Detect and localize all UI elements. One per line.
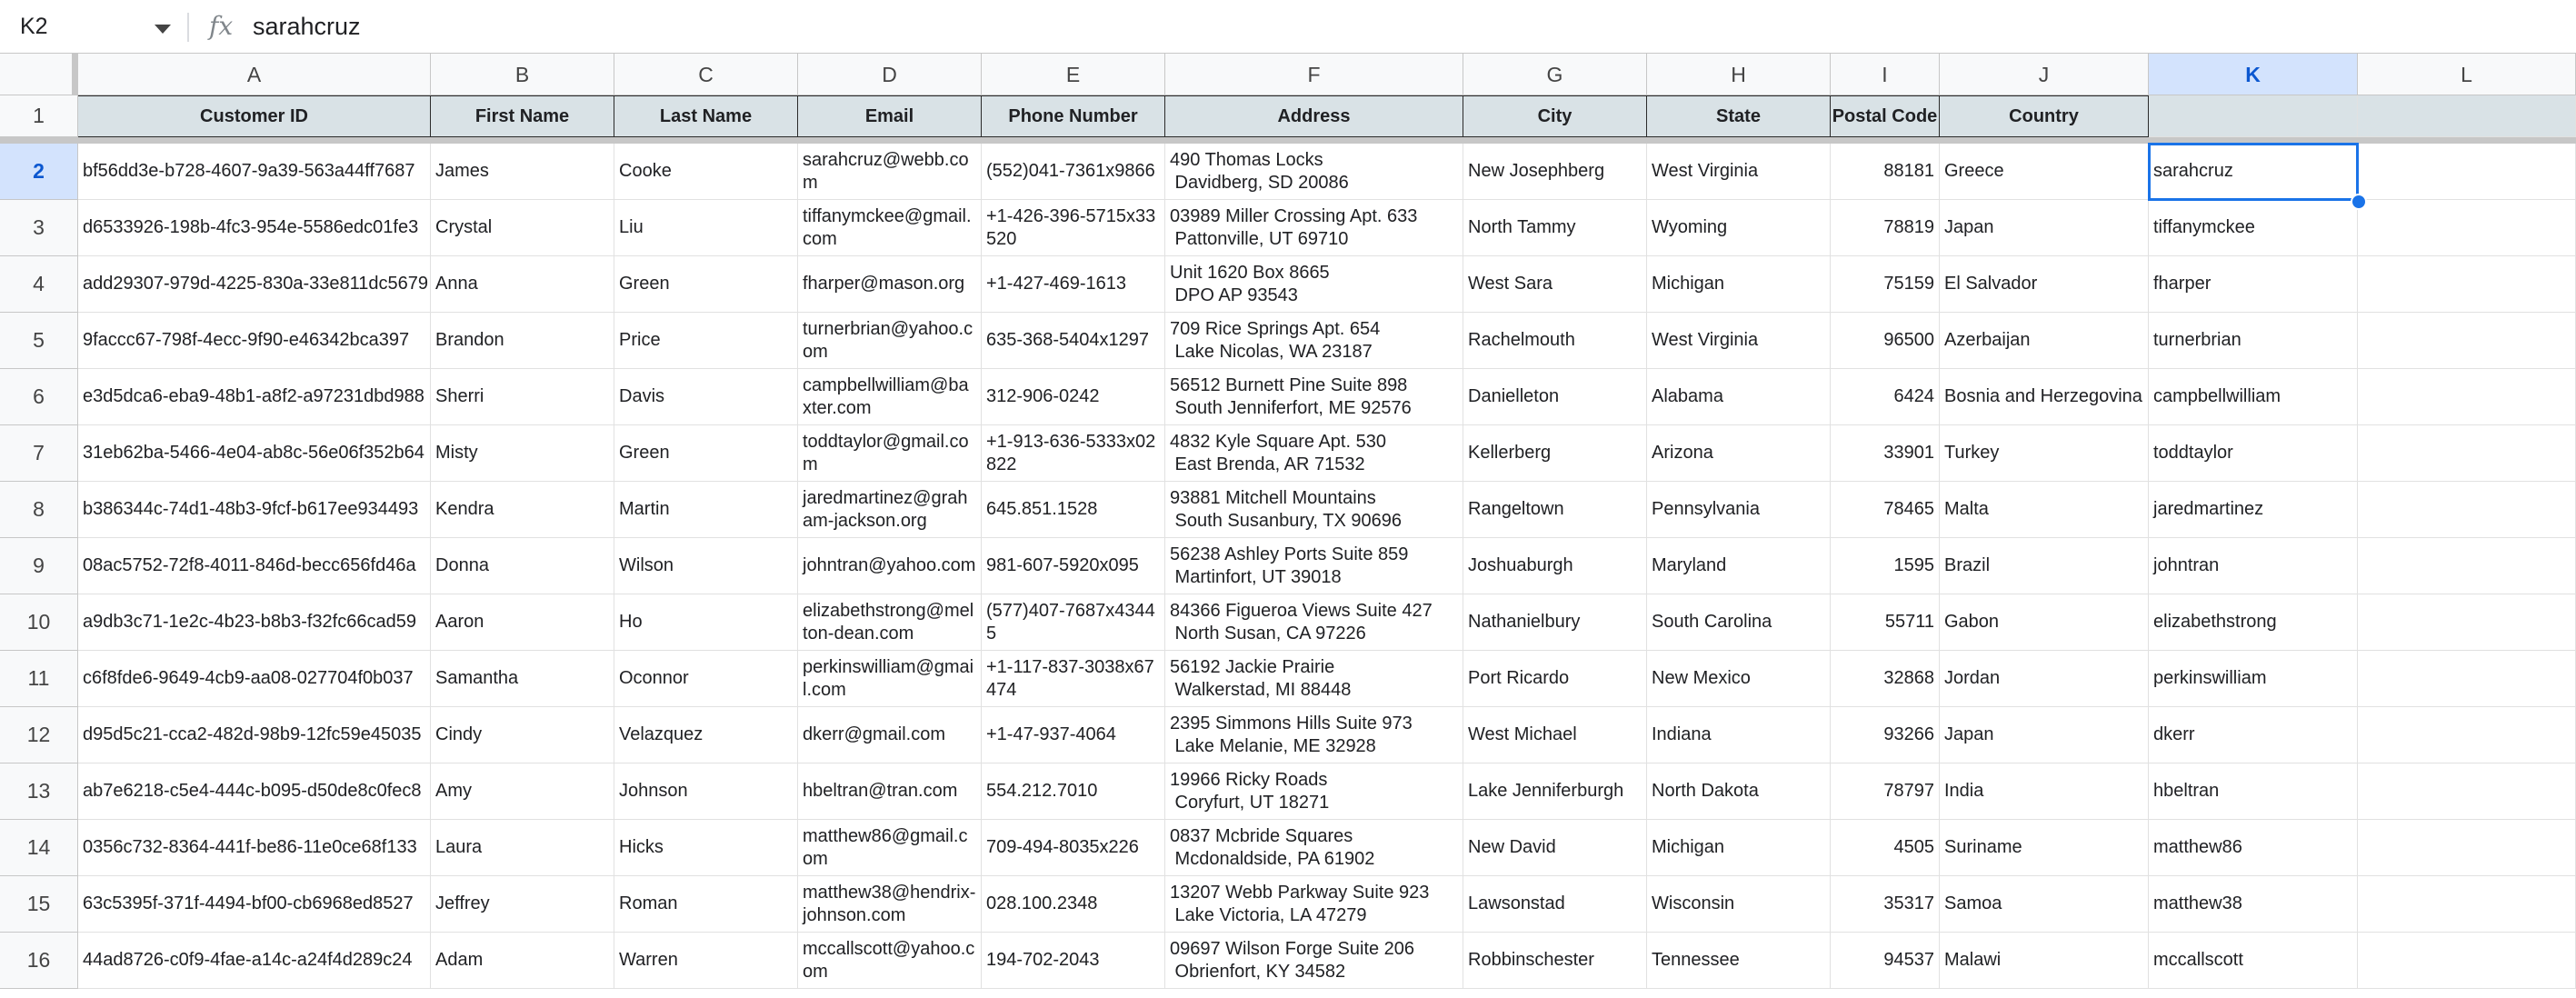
empty-cell[interactable]: [2358, 820, 2576, 876]
phone-cell[interactable]: +1-426-396-5715x33520: [982, 200, 1165, 256]
email-cell[interactable]: elizabethstrong@melton-dean.com: [798, 594, 982, 651]
username-cell[interactable]: tiffanymckee: [2149, 200, 2358, 256]
header-cell-e[interactable]: Phone Number: [982, 95, 1165, 137]
email-cell[interactable]: turnerbrian@yahoo.com: [798, 313, 982, 369]
email-cell[interactable]: fharper@mason.org: [798, 256, 982, 313]
postal-code-cell[interactable]: 32868: [1831, 651, 1940, 707]
last-name-cell[interactable]: Davis: [614, 369, 798, 425]
empty-cell[interactable]: [2358, 538, 2576, 594]
username-cell[interactable]: campbellwilliam: [2149, 369, 2358, 425]
phone-cell[interactable]: +1-427-469-1613: [982, 256, 1165, 313]
column-header-c[interactable]: C: [614, 54, 798, 95]
phone-cell[interactable]: 554.212.7010: [982, 763, 1165, 820]
postal-code-cell[interactable]: 93266: [1831, 707, 1940, 763]
first-name-cell[interactable]: Kendra: [431, 482, 614, 538]
customer-id-cell[interactable]: b386344c-74d1-48b3-9fcf-b617ee934493: [78, 482, 431, 538]
first-name-cell[interactable]: Adam: [431, 933, 614, 989]
state-cell[interactable]: West Virginia: [1647, 313, 1831, 369]
empty-cell[interactable]: [2358, 763, 2576, 820]
phone-cell[interactable]: (577)407-7687x43445: [982, 594, 1165, 651]
username-cell[interactable]: sarahcruz: [2149, 144, 2358, 200]
postal-code-cell[interactable]: 1595: [1831, 538, 1940, 594]
first-name-cell[interactable]: Laura: [431, 820, 614, 876]
city-cell[interactable]: Lake Jenniferburgh: [1463, 763, 1647, 820]
row-header[interactable]: 4: [0, 256, 78, 313]
first-name-cell[interactable]: Aaron: [431, 594, 614, 651]
postal-code-cell[interactable]: 94537: [1831, 933, 1940, 989]
address-cell[interactable]: 56192 Jackie Prairie Walkerstad, MI 88448: [1165, 651, 1463, 707]
empty-cell[interactable]: [2358, 707, 2576, 763]
row-header[interactable]: 14: [0, 820, 78, 876]
header-cell-c[interactable]: Last Name: [614, 95, 798, 137]
email-cell[interactable]: hbeltran@tran.com: [798, 763, 982, 820]
header-cell-l[interactable]: [2358, 95, 2576, 137]
last-name-cell[interactable]: Green: [614, 256, 798, 313]
empty-cell[interactable]: [2358, 200, 2576, 256]
customer-id-cell[interactable]: 63c5395f-371f-4494-bf00-cb6968ed8527: [78, 876, 431, 933]
last-name-cell[interactable]: Liu: [614, 200, 798, 256]
empty-cell[interactable]: [2358, 594, 2576, 651]
empty-cell[interactable]: [2358, 482, 2576, 538]
last-name-cell[interactable]: Johnson: [614, 763, 798, 820]
row-header[interactable]: 9: [0, 538, 78, 594]
row-header[interactable]: 13: [0, 763, 78, 820]
phone-cell[interactable]: +1-47-937-4064: [982, 707, 1165, 763]
state-cell[interactable]: South Carolina: [1647, 594, 1831, 651]
country-cell[interactable]: El Salvador: [1940, 256, 2149, 313]
state-cell[interactable]: Pennsylvania: [1647, 482, 1831, 538]
phone-cell[interactable]: 194-702-2043: [982, 933, 1165, 989]
phone-cell[interactable]: 028.100.2348: [982, 876, 1165, 933]
first-name-cell[interactable]: Misty: [431, 425, 614, 482]
frozen-row-divider[interactable]: [0, 137, 2576, 144]
address-cell[interactable]: 84366 Figueroa Views Suite 427 North Susan, CA 97226: [1165, 594, 1463, 651]
header-cell-d[interactable]: Email: [798, 95, 982, 137]
state-cell[interactable]: New Mexico: [1647, 651, 1831, 707]
first-name-cell[interactable]: Donna: [431, 538, 614, 594]
country-cell[interactable]: Malta: [1940, 482, 2149, 538]
last-name-cell[interactable]: Ho: [614, 594, 798, 651]
email-cell[interactable]: matthew86@gmail.com: [798, 820, 982, 876]
city-cell[interactable]: Port Ricardo: [1463, 651, 1647, 707]
header-cell-j[interactable]: Country: [1940, 95, 2149, 137]
city-cell[interactable]: New Josephberg: [1463, 144, 1647, 200]
row-header[interactable]: 7: [0, 425, 78, 482]
first-name-cell[interactable]: James: [431, 144, 614, 200]
formula-bar: [0, 0, 2576, 54]
state-cell[interactable]: North Dakota: [1647, 763, 1831, 820]
row-header[interactable]: 12: [0, 707, 78, 763]
customer-id-cell[interactable]: 08ac5752-72f8-4011-846d-becc656fd46a: [78, 538, 431, 594]
column-header-e[interactable]: E: [982, 54, 1165, 95]
postal-code-cell[interactable]: 88181: [1831, 144, 1940, 200]
header-cell-h[interactable]: State: [1647, 95, 1831, 137]
row-header[interactable]: 8: [0, 482, 78, 538]
formula-input[interactable]: sarahcruz: [253, 13, 361, 40]
city-cell[interactable]: New David: [1463, 820, 1647, 876]
country-cell[interactable]: Jordan: [1940, 651, 2149, 707]
postal-code-cell[interactable]: 78797: [1831, 763, 1940, 820]
username-cell[interactable]: matthew86: [2149, 820, 2358, 876]
row-header[interactable]: 15: [0, 876, 78, 933]
last-name-cell[interactable]: Martin: [614, 482, 798, 538]
first-name-cell[interactable]: Anna: [431, 256, 614, 313]
postal-code-cell[interactable]: 35317: [1831, 876, 1940, 933]
postal-code-cell[interactable]: 33901: [1831, 425, 1940, 482]
first-name-cell[interactable]: Brandon: [431, 313, 614, 369]
address-cell[interactable]: 03989 Miller Crossing Apt. 633 Pattonville, UT 69710: [1165, 200, 1463, 256]
fill-handle[interactable]: [2351, 194, 2367, 210]
last-name-cell[interactable]: Warren: [614, 933, 798, 989]
city-cell[interactable]: Robbinschester: [1463, 933, 1647, 989]
address-cell[interactable]: 4832 Kyle Square Apt. 530 East Brenda, AR 71532: [1165, 425, 1463, 482]
username-cell[interactable]: matthew38: [2149, 876, 2358, 933]
header-cell-i[interactable]: Postal Code: [1831, 95, 1940, 137]
empty-cell[interactable]: [2358, 933, 2576, 989]
username-cell[interactable]: fharper: [2149, 256, 2358, 313]
cell-reference: K2: [20, 14, 48, 39]
first-name-cell[interactable]: Amy: [431, 763, 614, 820]
column-header-j[interactable]: J: [1940, 54, 2149, 95]
column-header-i[interactable]: I: [1831, 54, 1940, 95]
customer-id-cell[interactable]: add29307-979d-4225-830a-33e811dc5679: [78, 256, 431, 313]
last-name-cell[interactable]: Velazquez: [614, 707, 798, 763]
divider: [187, 13, 189, 42]
name-box[interactable]: [20, 9, 165, 44]
state-cell[interactable]: Indiana: [1647, 707, 1831, 763]
phone-cell[interactable]: +1-913-636-5333x02822: [982, 425, 1165, 482]
phone-cell[interactable]: (552)041-7361x9866: [982, 144, 1165, 200]
last-name-cell[interactable]: Roman: [614, 876, 798, 933]
username-cell[interactable]: perkinswilliam: [2149, 651, 2358, 707]
column-header-g[interactable]: G: [1463, 54, 1647, 95]
country-cell[interactable]: Turkey: [1940, 425, 2149, 482]
country-cell[interactable]: Bosnia and Herzegovina: [1940, 369, 2149, 425]
customer-id-cell[interactable]: 31eb62ba-5466-4e04-ab8c-56e06f352b64: [78, 425, 431, 482]
email-cell[interactable]: toddtaylor@gmail.com: [798, 425, 982, 482]
header-cell-a[interactable]: Customer ID: [78, 95, 431, 137]
city-cell[interactable]: Joshuaburgh: [1463, 538, 1647, 594]
customer-id-cell[interactable]: 0356c732-8364-441f-be86-11e0ce68f133: [78, 820, 431, 876]
username-cell[interactable]: hbeltran: [2149, 763, 2358, 820]
address-cell[interactable]: 490 Thomas Locks Davidberg, SD 20086: [1165, 144, 1463, 200]
address-cell[interactable]: 19966 Ricky Roads Coryfurt, UT 18271: [1165, 763, 1463, 820]
customer-id-cell[interactable]: c6f8fde6-9649-4cb9-aa08-027704f0b037: [78, 651, 431, 707]
freeze-handle[interactable]: [72, 54, 77, 95]
country-cell[interactable]: Malawi: [1940, 933, 2149, 989]
username-cell[interactable]: toddtaylor: [2149, 425, 2358, 482]
postal-code-cell[interactable]: 6424: [1831, 369, 1940, 425]
postal-code-cell[interactable]: 78819: [1831, 200, 1940, 256]
header-cell-g[interactable]: City: [1463, 95, 1647, 137]
select-all-corner[interactable]: [0, 54, 78, 95]
empty-cell[interactable]: [2358, 651, 2576, 707]
state-cell[interactable]: Wyoming: [1647, 200, 1831, 256]
postal-code-cell[interactable]: 55711: [1831, 594, 1940, 651]
empty-cell[interactable]: [2358, 876, 2576, 933]
phone-cell[interactable]: 312-906-0242: [982, 369, 1165, 425]
phone-cell[interactable]: 981-607-5920x095: [982, 538, 1165, 594]
empty-cell[interactable]: [2358, 425, 2576, 482]
customer-id-cell[interactable]: ab7e6218-c5e4-444c-b095-d50de8c0fec8: [78, 763, 431, 820]
empty-cell[interactable]: [2358, 313, 2576, 369]
state-cell[interactable]: Michigan: [1647, 256, 1831, 313]
phone-cell[interactable]: 709-494-8035x226: [982, 820, 1165, 876]
last-name-cell[interactable]: Hicks: [614, 820, 798, 876]
column-header-b[interactable]: B: [431, 54, 614, 95]
row-header[interactable]: 10: [0, 594, 78, 651]
email-cell[interactable]: dkerr@gmail.com: [798, 707, 982, 763]
email-cell[interactable]: johntran@yahoo.com: [798, 538, 982, 594]
address-cell[interactable]: 56512 Burnett Pine Suite 898 South Jenniferfort, ME 92576: [1165, 369, 1463, 425]
city-cell[interactable]: West Sara: [1463, 256, 1647, 313]
row-header[interactable]: 2: [0, 144, 78, 200]
function-icon: fx: [209, 11, 234, 41]
row-header[interactable]: 16: [0, 933, 78, 989]
row-header[interactable]: 6: [0, 369, 78, 425]
state-cell[interactable]: Maryland: [1647, 538, 1831, 594]
address-cell[interactable]: 93881 Mitchell Mountains South Susanbury, TX 90696: [1165, 482, 1463, 538]
customer-id-cell[interactable]: bf56dd3e-b728-4607-9a39-563a44ff7687: [78, 144, 431, 200]
country-cell[interactable]: Samoa: [1940, 876, 2149, 933]
column-header-a[interactable]: A: [78, 54, 431, 95]
address-cell[interactable]: 13207 Webb Parkway Suite 923 Lake Victoria, LA 47279: [1165, 876, 1463, 933]
address-cell[interactable]: 09697 Wilson Forge Suite 206 Obrienfort, KY 34582: [1165, 933, 1463, 989]
empty-cell[interactable]: [2358, 144, 2576, 200]
phone-cell[interactable]: 645.851.1528: [982, 482, 1165, 538]
address-cell[interactable]: Unit 1620 Box 8665 DPO AP 93543: [1165, 256, 1463, 313]
state-cell[interactable]: Wisconsin: [1647, 876, 1831, 933]
country-cell[interactable]: India: [1940, 763, 2149, 820]
username-cell[interactable]: mccallscott: [2149, 933, 2358, 989]
city-cell[interactable]: North Tammy: [1463, 200, 1647, 256]
last-name-cell[interactable]: Price: [614, 313, 798, 369]
country-cell[interactable]: Japan: [1940, 707, 2149, 763]
email-cell[interactable]: campbellwilliam@baxter.com: [798, 369, 982, 425]
phone-cell[interactable]: +1-117-837-3038x67474: [982, 651, 1165, 707]
email-cell[interactable]: matthew38@hendrix-johnson.com: [798, 876, 982, 933]
customer-id-cell[interactable]: e3d5dca6-eba9-48b1-a8f2-a97231dbd988: [78, 369, 431, 425]
last-name-cell[interactable]: Oconnor: [614, 651, 798, 707]
first-name-cell[interactable]: Sherri: [431, 369, 614, 425]
state-cell[interactable]: Alabama: [1647, 369, 1831, 425]
username-cell[interactable]: dkerr: [2149, 707, 2358, 763]
empty-cell[interactable]: [2358, 256, 2576, 313]
column-header-l[interactable]: L: [2358, 54, 2576, 95]
header-cell-k[interactable]: [2149, 95, 2358, 137]
state-cell[interactable]: Michigan: [1647, 820, 1831, 876]
address-cell[interactable]: 56238 Ashley Ports Suite 859 Martinfort, UT 39018: [1165, 538, 1463, 594]
column-header-f[interactable]: F: [1165, 54, 1463, 95]
empty-cell[interactable]: [2358, 369, 2576, 425]
first-name-cell[interactable]: Samantha: [431, 651, 614, 707]
email-cell[interactable]: tiffanymckee@gmail.com: [798, 200, 982, 256]
state-cell[interactable]: Tennessee: [1647, 933, 1831, 989]
customer-id-cell[interactable]: a9db3c71-1e2c-4b23-b8b3-f32fc66cad59: [78, 594, 431, 651]
country-cell[interactable]: Gabon: [1940, 594, 2149, 651]
postal-code-cell[interactable]: 4505: [1831, 820, 1940, 876]
state-cell[interactable]: Arizona: [1647, 425, 1831, 482]
username-cell[interactable]: elizabethstrong: [2149, 594, 2358, 651]
header-cell-b[interactable]: First Name: [431, 95, 614, 137]
row-header[interactable]: 1: [0, 95, 78, 137]
city-cell[interactable]: Kellerberg: [1463, 425, 1647, 482]
country-cell[interactable]: Brazil: [1940, 538, 2149, 594]
address-cell[interactable]: 709 Rice Springs Apt. 654 Lake Nicolas, WA 23187: [1165, 313, 1463, 369]
email-cell[interactable]: jaredmartinez@graham-jackson.org: [798, 482, 982, 538]
row-header[interactable]: 3: [0, 200, 78, 256]
last-name-cell[interactable]: Green: [614, 425, 798, 482]
customer-id-cell[interactable]: 44ad8726-c0f9-4fae-a14c-a24f4d289c24: [78, 933, 431, 989]
username-cell[interactable]: jaredmartinez: [2149, 482, 2358, 538]
country-cell[interactable]: Japan: [1940, 200, 2149, 256]
first-name-cell[interactable]: Crystal: [431, 200, 614, 256]
country-cell[interactable]: Azerbaijan: [1940, 313, 2149, 369]
city-cell[interactable]: West Michael: [1463, 707, 1647, 763]
email-cell[interactable]: mccallscott@yahoo.com: [798, 933, 982, 989]
customer-id-cell[interactable]: d95d5c21-cca2-482d-98b9-12fc59e45035: [78, 707, 431, 763]
first-name-cell[interactable]: Cindy: [431, 707, 614, 763]
header-cell-f[interactable]: Address: [1165, 95, 1463, 137]
column-header-k[interactable]: K: [2149, 54, 2358, 95]
first-name-cell[interactable]: Jeffrey: [431, 876, 614, 933]
column-header-h[interactable]: H: [1647, 54, 1831, 95]
country-cell[interactable]: Greece: [1940, 144, 2149, 200]
row-header[interactable]: 5: [0, 313, 78, 369]
column-header-d[interactable]: D: [798, 54, 982, 95]
postal-code-cell[interactable]: 78465: [1831, 482, 1940, 538]
customer-id-cell[interactable]: d6533926-198b-4fc3-954e-5586edc01fe3: [78, 200, 431, 256]
username-cell[interactable]: turnerbrian: [2149, 313, 2358, 369]
city-cell[interactable]: Lawsonstad: [1463, 876, 1647, 933]
email-cell[interactable]: sarahcruz@webb.com: [798, 144, 982, 200]
postal-code-cell[interactable]: 75159: [1831, 256, 1940, 313]
customer-id-cell[interactable]: 9faccc67-798f-4ecc-9f90-e46342bca397: [78, 313, 431, 369]
country-cell[interactable]: Suriname: [1940, 820, 2149, 876]
postal-code-cell[interactable]: 96500: [1831, 313, 1940, 369]
email-cell[interactable]: perkinswilliam@gmail.com: [798, 651, 982, 707]
address-cell[interactable]: 2395 Simmons Hills Suite 973 Lake Melanie, ME 32928: [1165, 707, 1463, 763]
state-cell[interactable]: West Virginia: [1647, 144, 1831, 200]
last-name-cell[interactable]: Cooke: [614, 144, 798, 200]
row-header[interactable]: 11: [0, 651, 78, 707]
username-cell[interactable]: johntran: [2149, 538, 2358, 594]
chevron-down-icon[interactable]: [155, 25, 171, 34]
last-name-cell[interactable]: Wilson: [614, 538, 798, 594]
city-cell[interactable]: Nathanielbury: [1463, 594, 1647, 651]
phone-cell[interactable]: 635-368-5404x1297: [982, 313, 1165, 369]
city-cell[interactable]: Rangeltown: [1463, 482, 1647, 538]
city-cell[interactable]: Rachelmouth: [1463, 313, 1647, 369]
address-cell[interactable]: 0837 Mcbride Squares Mcdonaldside, PA 61902: [1165, 820, 1463, 876]
city-cell[interactable]: Danielleton: [1463, 369, 1647, 425]
